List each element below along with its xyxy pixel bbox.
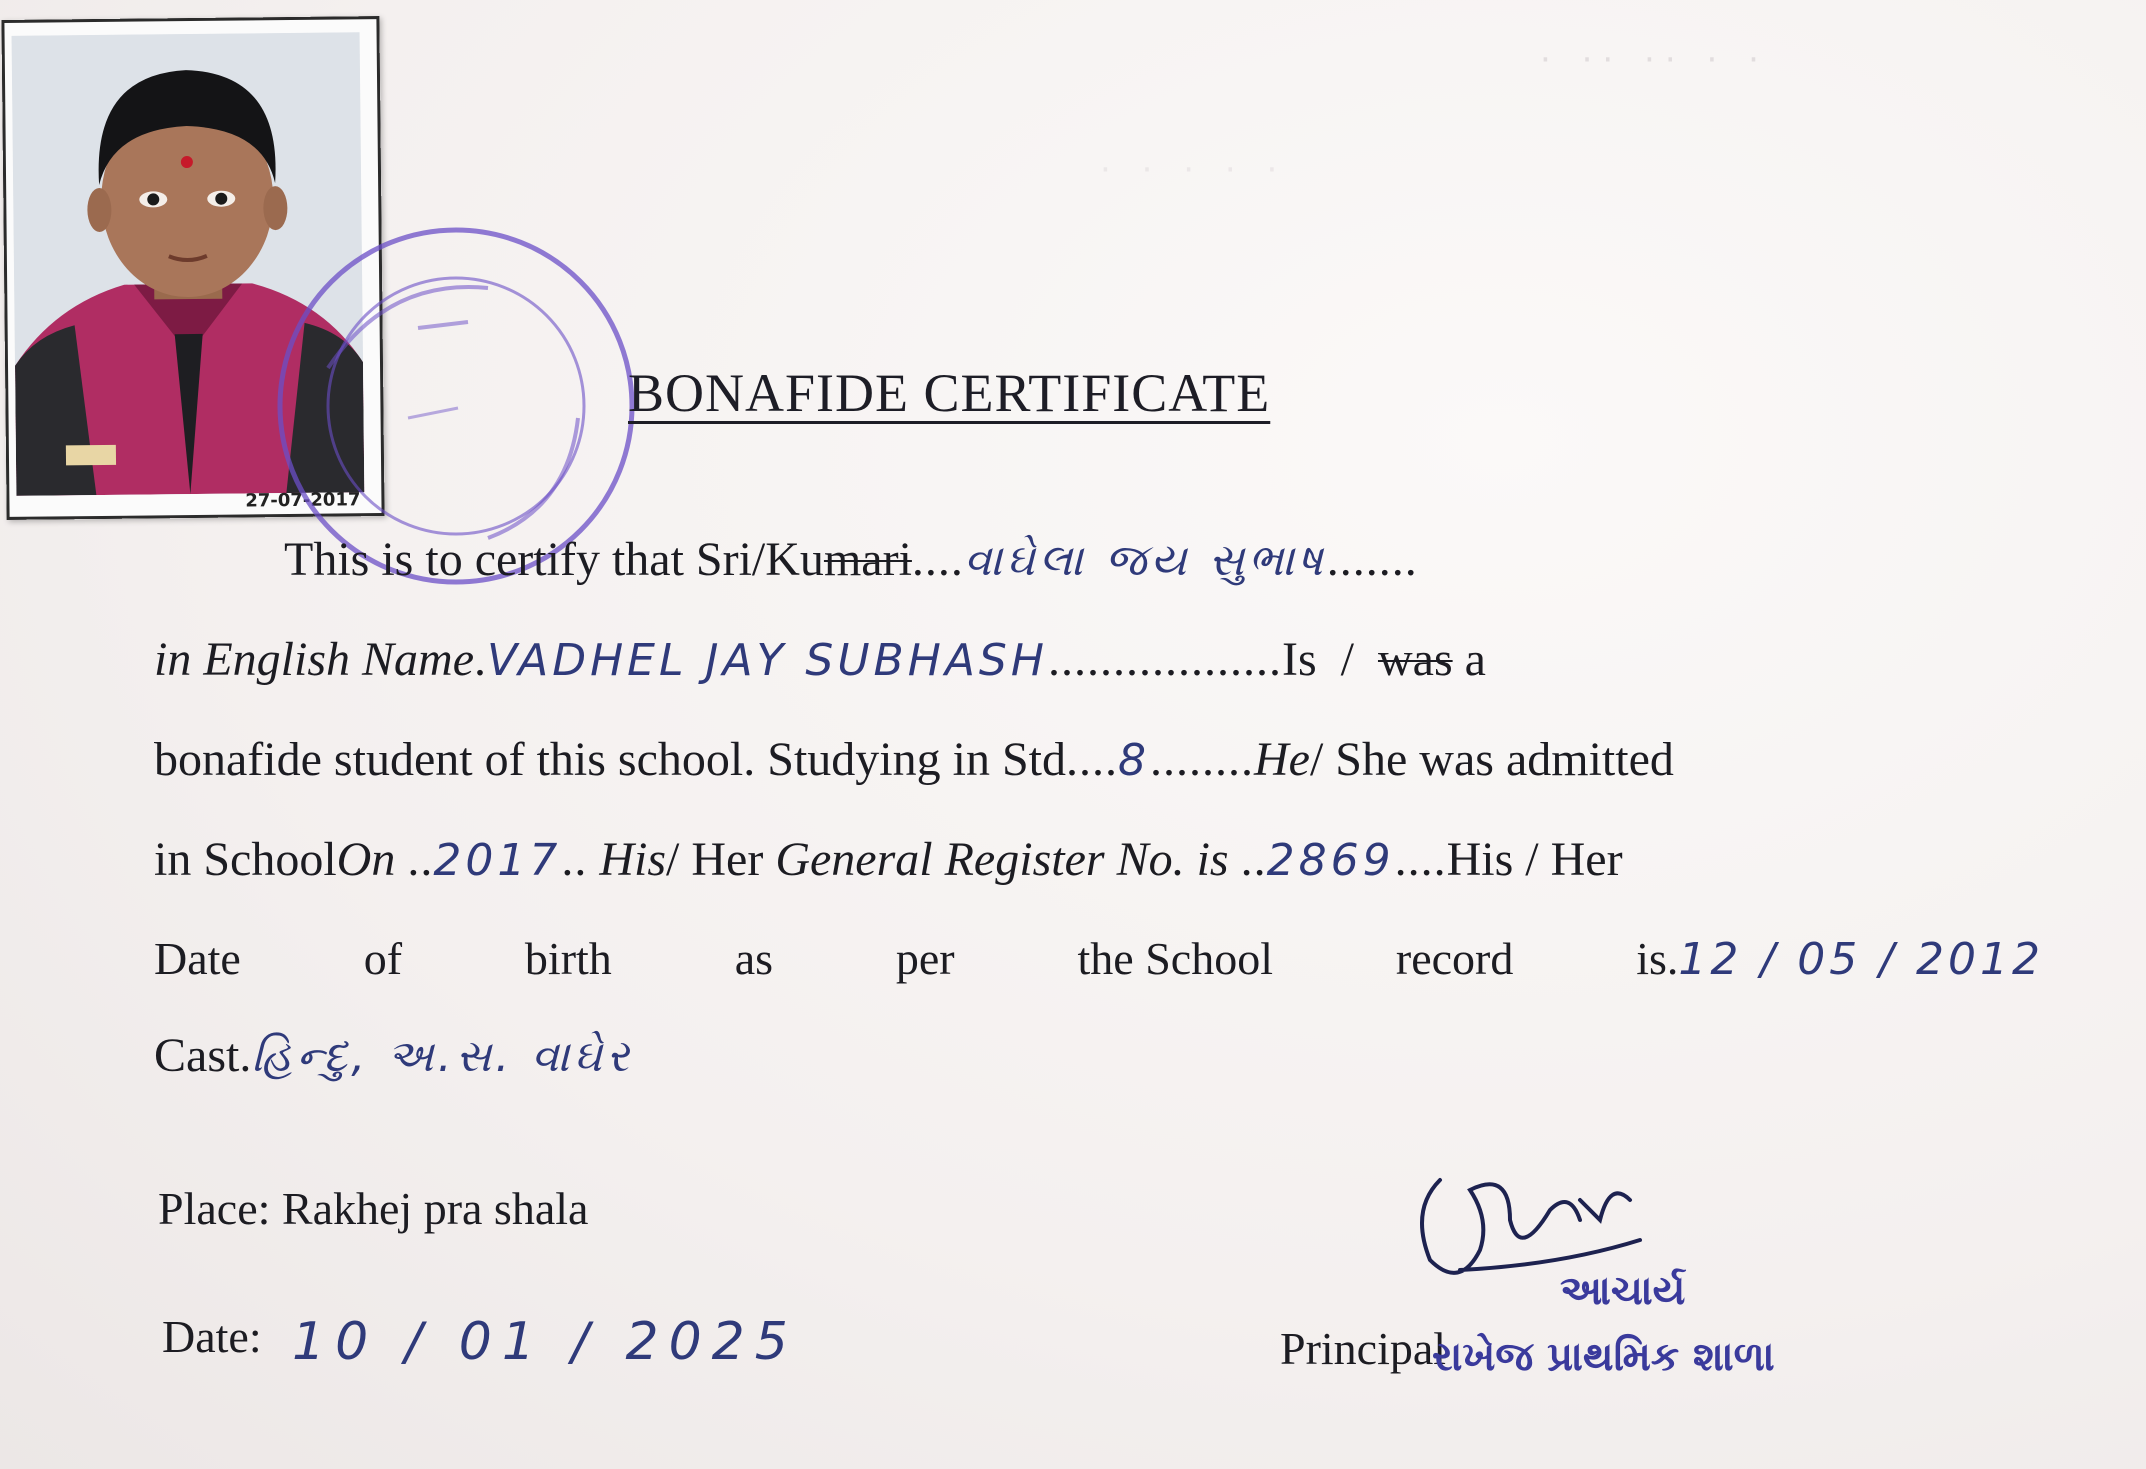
line5-is: is. (1636, 933, 1679, 984)
student-name-gujarati: વાઘેલા જય સુભાષ (963, 535, 1327, 586)
line2-slash: / (1340, 633, 1354, 686)
line1-prefix: This is to certify that Sri/Ku (284, 533, 824, 586)
line1-dots-after: ....... (1326, 533, 1418, 586)
line2-dots-before: . (474, 633, 487, 686)
place-line: Place: Rakhej pra shala (158, 1183, 589, 1234)
line5-word-of: of (363, 933, 403, 984)
line4-dots-after: .. (561, 833, 588, 886)
line2-a: a (1464, 633, 1486, 686)
line6-prefix: Cast. (154, 1029, 252, 1082)
principal-designation-gujarati: આચાર્ય (1560, 1268, 1686, 1314)
line2-was: was (1377, 633, 1453, 686)
line3-prefix: bonafide student of this school. Studying in Std (154, 733, 1066, 786)
school-name-stamp: રાખેજ પ્રાથમિક શાળા (1432, 1334, 1775, 1380)
certificate-title: BONAFIDE CERTIFICATE (628, 363, 1271, 423)
cast-value: હિન્દુ, અ.સ. વાઘેર (251, 1031, 633, 1082)
line5-word-per: per (895, 933, 955, 984)
line3-she: / She was admitted (1309, 733, 1674, 786)
line4-his: His (599, 833, 667, 886)
line5-word-record: record (1395, 933, 1514, 984)
bleed-through-marks: · ·· ·· · · (1540, 40, 1769, 80)
register-number-value: 2869 (1266, 835, 1395, 886)
principal-label: Principal (1280, 1323, 1447, 1374)
line5-word-date: Date (154, 933, 241, 984)
admission-year-value: 2017 (433, 835, 562, 886)
line2-dots-after: .................. (1047, 633, 1282, 686)
line4-his-her-end: His / Her (1446, 833, 1623, 886)
line1-strike: mari (823, 533, 912, 586)
line3-dots-after: ........ (1149, 733, 1254, 786)
line4-her: / Her (666, 833, 764, 886)
line5-word-as: as (734, 933, 774, 984)
student-name-english: VADHEL JAY SUBHASH (487, 635, 1048, 686)
line4-on: On (336, 833, 396, 886)
body-line-2 (154, 632, 2044, 687)
date-of-birth-value: 12 / 05 / 2012 (1678, 934, 2044, 985)
line5-word-the-school: the School (1077, 933, 1273, 984)
standard-value: 8 (1117, 735, 1150, 786)
line3-dots-before: .... (1065, 733, 1118, 786)
line4-register-label: General Register No. is (775, 833, 1229, 886)
photo-date-stamp: 27-07-2017 (245, 489, 361, 512)
line1-dots-before: .... (911, 533, 964, 586)
date-label: Date: (162, 1311, 262, 1362)
date-value: 10 / 01 / 2025 (292, 1312, 798, 1372)
line2-is: Is (1281, 633, 1317, 686)
line5-word-birth: birth (524, 933, 612, 984)
line4-prefix: in School (154, 833, 337, 886)
line4-dots-before-reg: .. (1240, 833, 1267, 886)
body-line-3 (154, 732, 2044, 787)
line4-dots-before: .. (407, 833, 434, 886)
body-line-4 (154, 832, 2044, 887)
line2-prefix: in English Name (154, 633, 474, 686)
line4-dots-after-reg: .... (1394, 833, 1447, 886)
body-line-1 (284, 532, 2044, 587)
body-line-5 (154, 932, 2044, 985)
bleed-through-marks: · · · · · (1100, 150, 1288, 190)
body-line-6 (154, 1028, 2044, 1083)
line3-he: He (1253, 733, 1310, 786)
